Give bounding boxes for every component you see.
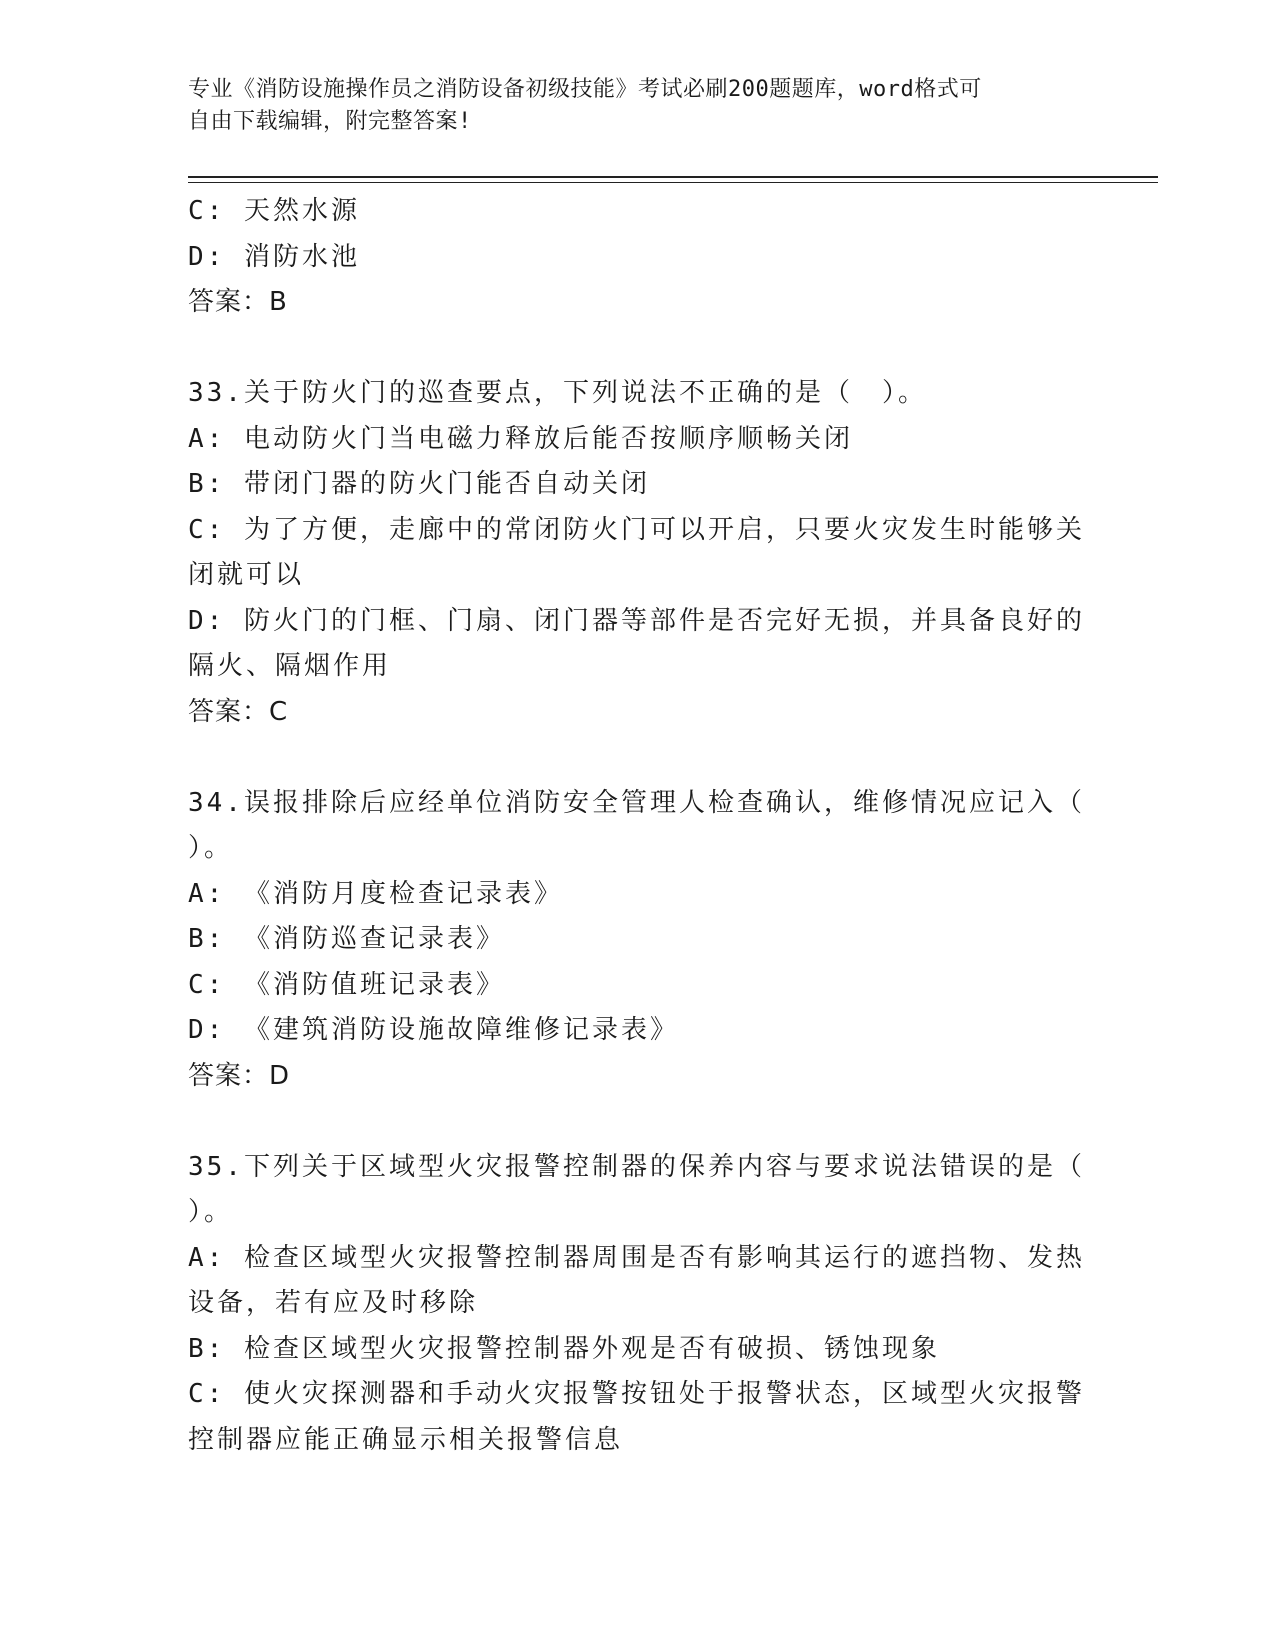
q32-option-c: C: 天然水源 [188,196,360,226]
q33-option-c-line-2: 闭就可以 [188,560,305,590]
q34-option-d: D: 《建筑消防设施故障维修记录表》 [188,1015,679,1045]
q33-option-a: A: 电动防火门当电磁力释放后能否按顺序顺畅关闭 [188,423,853,454]
document-header [188,74,1078,138]
header-rule-thin [188,182,1158,183]
spacer [188,735,1088,781]
question-body [188,189,1088,1463]
q34-option-c: C: 《消防值班记录表》 [188,969,505,1000]
q35-option-c-line-2: 控制器应能正确显示相关报警信息 [188,1424,624,1455]
q35-stem-line-2: ）。 [188,1197,234,1227]
q34-option-a: A: 《消防月度检查记录表》 [188,878,563,909]
q33-stem: 33.关于防火门的巡查要点，下列说法不正确的是（ ）。 [188,378,927,408]
q33-option-c-line-1: C: 为了方便，走廊中的常闭防火门可以开启，只要火灾发生时能够关 [188,514,1085,545]
q32-option-d: D: 消防水池 [188,241,360,272]
q35-option-b: B: 检查区域型火灾报警控制器外观是否有破损、锈蚀现象 [188,1333,940,1364]
header-line-2: 自由下载编辑，附完整答案! [188,109,472,134]
q34-option-b: B: 《消防巡查记录表》 [188,924,505,954]
q32-answer: 答案：B [188,287,288,317]
header-rule-thick [188,176,1158,178]
header-line-1: 专业《消防设施操作员之消防设备初级技能》考试必刷200题题库，word格式可 [188,77,982,102]
q35-option-c-line-1: C: 使火灾探测器和手动火灾报警按钮处于报警状态，区域型火灾报警 [188,1379,1085,1409]
q34-stem-line-1: 34.误报排除后应经单位消防安全管理人检查确认，维修情况应记入（ [188,787,1085,818]
q35-option-a-line-2: 设备，若有应及时移除 [188,1288,479,1318]
q33-option-b: B: 带闭门器的防火门能否自动关闭 [188,469,650,499]
q33-answer: 答案：C [188,696,289,727]
q34-stem-line-2: ）。 [188,833,234,863]
q35-option-a-line-1: A: 检查区域型火灾报警控制器周围是否有影响其运行的遮挡物、发热 [188,1242,1085,1273]
q33-option-d-line-2: 隔火、隔烟作用 [188,651,392,681]
spacer [188,1099,1088,1145]
q35-stem-line-1: 35.下列关于区域型火灾报警控制器的保养内容与要求说法错误的是（ [188,1151,1085,1182]
spacer [188,326,1088,372]
q33-option-d-line-1: D: 防火门的门框、门扇、闭门器等部件是否完好无损，并具备良好的 [188,605,1085,636]
q34-answer: 答案：D [188,1060,291,1091]
